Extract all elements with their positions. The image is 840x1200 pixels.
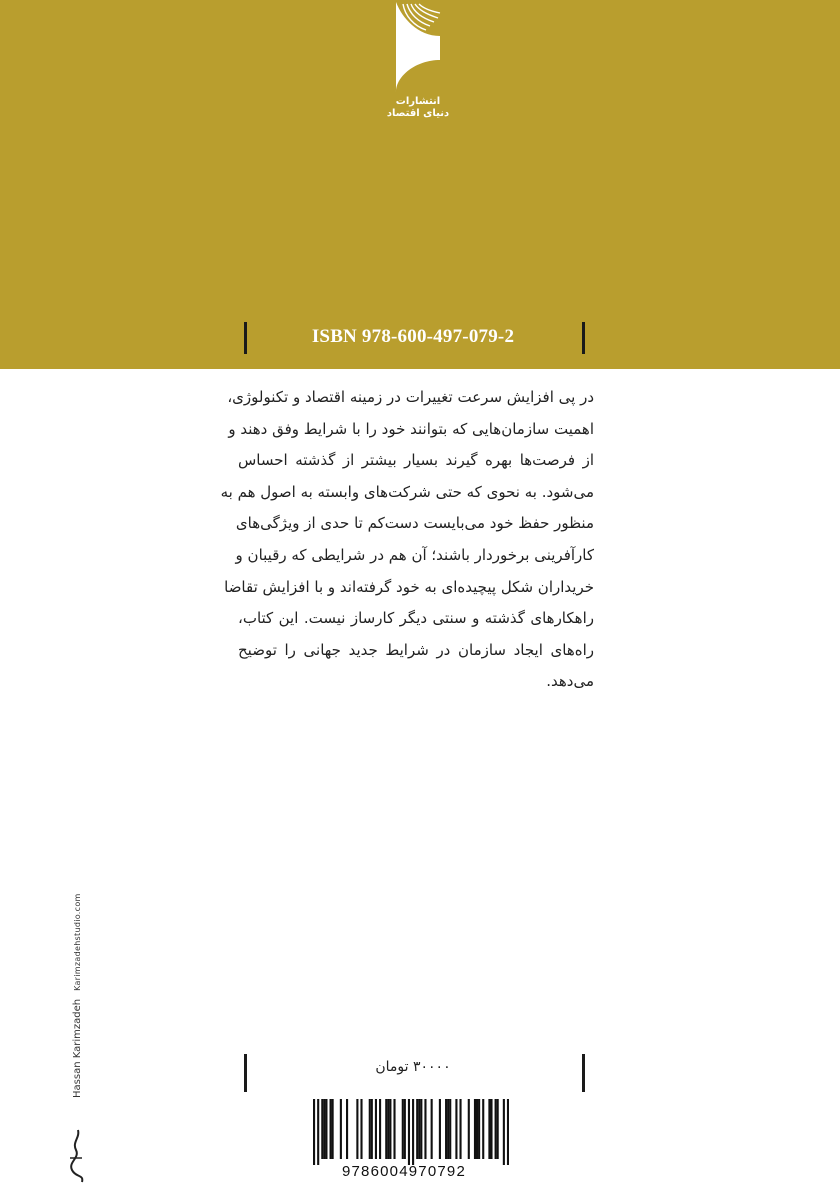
barcode-bar — [459, 1099, 461, 1159]
barcode-bar — [317, 1099, 319, 1165]
barcode-bar — [424, 1099, 426, 1159]
barcode-bar — [340, 1099, 342, 1159]
barcode-bar — [478, 1099, 480, 1159]
barcode-bar — [375, 1099, 377, 1159]
price-left-rule — [244, 1054, 247, 1092]
barcode-bar — [503, 1099, 505, 1165]
barcode-bar — [393, 1099, 395, 1159]
barcode-bar — [476, 1099, 478, 1159]
barcode-bar — [404, 1099, 406, 1159]
barcode-bar — [402, 1099, 404, 1159]
barcode-bar — [474, 1099, 476, 1159]
barcode-bar — [360, 1099, 362, 1159]
designer-name: Hassan Karimzadeh — [72, 998, 83, 1098]
description-line: منظور حفظ خود می‌بایست دست‌کم تا حدی از ویژگی‌های — [235, 514, 594, 533]
barcode-bar — [495, 1099, 497, 1159]
barcode-bar — [497, 1099, 499, 1159]
description-line: راهکارهای گذشته و سنتی دیگر کارساز نیست. این کتاب، — [238, 609, 594, 628]
publisher-name-line1: انتشارات — [395, 96, 441, 107]
barcode-digits: 9786004970792 — [341, 1163, 467, 1180]
isbn-left-rule — [244, 322, 247, 354]
publisher-name — [380, 96, 456, 120]
barcode-bar — [418, 1099, 420, 1159]
description-line: می‌شود. به نحوی که حتی شرکت‌های وابسته به اصول هم به — [220, 482, 594, 501]
barcode-bar — [387, 1099, 389, 1159]
barcode-bar — [325, 1099, 327, 1159]
barcode-bar — [468, 1099, 470, 1159]
barcode-bar — [455, 1099, 457, 1159]
barcode-bar — [431, 1099, 433, 1159]
barcode-bar — [369, 1099, 371, 1159]
barcode-bar — [330, 1099, 332, 1159]
designer-credit — [72, 893, 83, 1098]
barcode-bar — [439, 1099, 441, 1159]
price-label: ۳۰۰۰۰ تومان — [375, 1059, 451, 1075]
designer-signature-icon — [64, 1128, 88, 1186]
designer-site: Karimzadehstudio.com — [73, 893, 82, 991]
barcode-bar — [313, 1099, 315, 1165]
description-line: در پی افزایش سرعت تغییرات در زمینه اقتصاد و تکنولوژی، — [227, 388, 594, 406]
barcode-bar — [420, 1099, 422, 1159]
description-line: می‌دهد. — [546, 672, 594, 691]
barcode-bar — [490, 1099, 492, 1159]
barcode-bar — [321, 1099, 323, 1159]
barcode-bar — [332, 1099, 334, 1159]
barcode-bar — [488, 1099, 490, 1159]
barcode-bar — [408, 1099, 410, 1165]
description-line: اهمیت سازمان‌هایی که بتوانند خود را با شرایط وفق دهند و — [228, 419, 594, 438]
description-line: کارآفرینی برخوردار باشند؛ آن هم در شرایطی که رقیبان و — [235, 545, 594, 564]
isbn-text: ISBN 978-600-497-079-2 — [311, 326, 515, 347]
description-line: از فرصت‌ها بهره گیرند بسیار بیشتر از گذشته احساس — [238, 451, 594, 470]
barcode-bar — [482, 1099, 484, 1159]
barcode-bar — [445, 1099, 447, 1159]
barcode-bar — [356, 1099, 358, 1159]
publisher-name-line2: دنیای اقتصاد — [386, 108, 450, 119]
barcode-bar — [449, 1099, 451, 1159]
barcode-bar — [346, 1099, 348, 1159]
description-line: راه‌های ایجاد سازمان در شرایط جدید جهانی را توضیح — [238, 640, 594, 659]
barcode-bar — [416, 1099, 418, 1159]
barcode-bar — [379, 1099, 381, 1159]
barcode-bars — [299, 1099, 509, 1165]
barcode-bar — [389, 1099, 391, 1159]
isbn-right-rule — [582, 322, 585, 354]
barcode-bar — [412, 1099, 414, 1165]
price-right-rule — [582, 1054, 585, 1092]
barcode-bar — [447, 1099, 449, 1159]
barcode-bar — [371, 1099, 373, 1159]
description-line: خریداران شکل پیچیده‌ای به خود گرفته‌اند و با افزایش تقاضا — [224, 577, 594, 596]
barcode-bar — [385, 1099, 387, 1159]
barcode-bar — [323, 1099, 325, 1159]
barcode-bar — [507, 1099, 509, 1165]
isbn-barcode — [299, 1099, 509, 1183]
book-description — [220, 382, 594, 698]
